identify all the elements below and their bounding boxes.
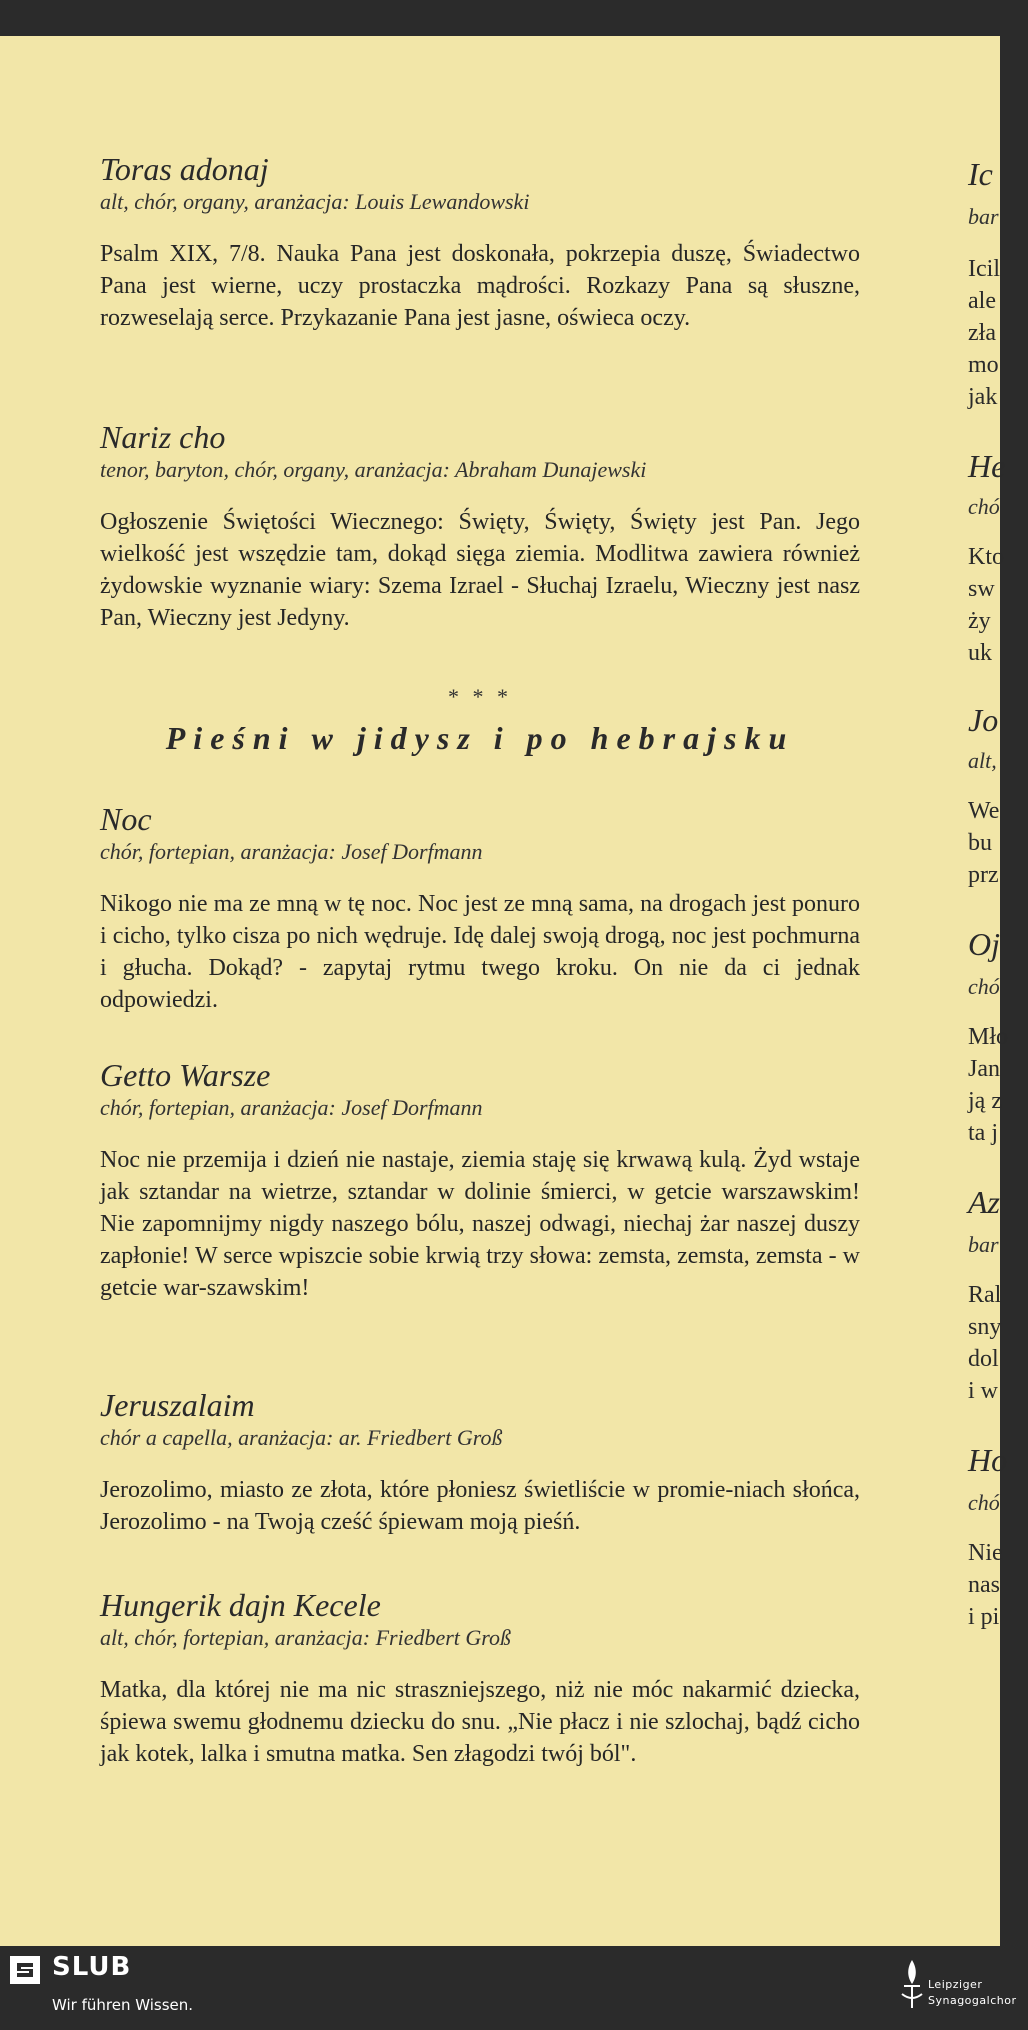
section-hungerik-dajn-kecele bbox=[100, 1586, 860, 1770]
song-title: Getto Warsze bbox=[100, 1057, 271, 1093]
cropped-text: Jan bbox=[968, 1056, 1000, 1082]
cropped-text: nas bbox=[968, 1572, 1000, 1598]
cropped-text: sw bbox=[968, 576, 995, 602]
section-jeruszalaim bbox=[100, 1386, 860, 1538]
cropped-text: mo bbox=[968, 352, 999, 378]
cropped-credits: bar bbox=[968, 1232, 999, 1257]
cropped-text: prz bbox=[968, 862, 999, 888]
song-title: Jeruszalaim bbox=[100, 1387, 255, 1423]
section-nariz-cho bbox=[100, 418, 860, 634]
section-toras-adonaj bbox=[100, 150, 860, 334]
cropped-title: Oj bbox=[968, 926, 1000, 962]
song-title: Noc bbox=[100, 801, 152, 837]
footer-bar bbox=[0, 1946, 1017, 2030]
section-divider: * * * bbox=[448, 684, 512, 709]
cropped-text: jak bbox=[968, 384, 998, 410]
section-heading: Pieśni w jidysz i po hebrajsku bbox=[165, 720, 795, 756]
cropped-credits: chó bbox=[968, 494, 1000, 519]
cropped-text: Kto bbox=[968, 544, 1004, 570]
cropped-title: Ic bbox=[968, 156, 993, 192]
cropped-title: He bbox=[968, 448, 1006, 484]
slub-logo-icon bbox=[10, 1956, 40, 1984]
cropped-text: Icil bbox=[968, 256, 1000, 282]
cropped-title: Jo bbox=[968, 702, 999, 738]
cropped-title: Az bbox=[968, 1184, 1000, 1220]
section-noc bbox=[100, 800, 860, 1016]
cropped-text: i pi bbox=[968, 1604, 1000, 1630]
cropped-credits: chó bbox=[968, 974, 1000, 999]
cropped-text: ta j bbox=[968, 1120, 998, 1146]
song-credits: alt, chór, fortepian, aranżacja: Friedbert Groß bbox=[100, 1625, 512, 1650]
cropped-text: Ral bbox=[968, 1282, 1002, 1308]
song-credits: tenor, baryton, chór, organy, aranżacja: Abraham Dunajewski bbox=[100, 457, 647, 482]
song-description: Nikogo nie ma ze mną w tę noc. Noc jest ze mną sama, na drogach jest ponuro i cicho, tylko cisza po nich wędruje. Idę dalej swoją drogą, noc jest pochmurna i głucha. Dokąd? - zapytaj rytmu twego kroku. On nie da ci jednak odpowiedzi. bbox=[100, 891, 860, 1013]
song-credits: chór, fortepian, aranżacja: Josef Dorfmann bbox=[100, 839, 483, 864]
choir-name-line2: Synagogalchor bbox=[928, 1994, 1017, 2007]
cropped-title: Ho bbox=[968, 1442, 1008, 1478]
slub-wordmark: SLUB bbox=[52, 1952, 132, 1982]
right-column-cropped bbox=[968, 36, 1028, 1946]
choir-name-line1: Leipziger bbox=[928, 1978, 983, 1991]
cropped-text: ży bbox=[968, 608, 991, 634]
cropped-text: bu bbox=[968, 830, 992, 856]
cropped-text: sny bbox=[968, 1314, 1002, 1340]
cropped-text: Mło bbox=[968, 1024, 1009, 1050]
song-description: Matka, dla której nie ma nic straszniejszego, niż nie móc nakarmić dziecka, śpiewa swemu głodnemu dziecku do snu. „Nie płacz i nie szlochaj, bądź cicho jak kotek, lalka i smutna matka. Sen złagodzi twój ból". bbox=[100, 1677, 860, 1767]
cropped-text: ją z bbox=[968, 1088, 1002, 1114]
cropped-credits: alt, bbox=[968, 748, 997, 773]
cropped-text: zła bbox=[968, 320, 996, 346]
song-title: Toras adonaj bbox=[100, 151, 269, 187]
choir-flame-logo-icon bbox=[898, 1956, 926, 2012]
cropped-text: dol bbox=[968, 1346, 999, 1372]
cropped-text: We bbox=[968, 798, 1000, 824]
cropped-text: i w bbox=[968, 1378, 998, 1404]
slub-tagline: Wir führen Wissen. bbox=[52, 1996, 194, 2014]
section-getto-warsze bbox=[100, 1056, 860, 1304]
cropped-text: ale bbox=[968, 288, 996, 314]
cropped-text: uk bbox=[968, 640, 992, 666]
song-description: Ogłoszenie Świętości Wiecznego: Święty, Święty, Święty jest Pan. Jego wielkość jest wszędzie tam, dokąd sięga ziemia. Modlitwa zawiera również żydowskie wyznanie wiary: Szema Izrael - Słuchaj Izraelu, Wieczny jest nasz Pan, Wieczny jest Jedyny. bbox=[100, 509, 860, 631]
song-description: Jerozolimo, miasto ze złota, które płoniesz świetliście w promie-niach słońca, Jerozolimo - na Twoją cześć śpiewam moją pieśń. bbox=[100, 1477, 860, 1535]
song-credits: chór a capella, aranżacja: ar. Friedbert Groß bbox=[100, 1425, 503, 1450]
cropped-credits: chó bbox=[968, 1490, 1000, 1515]
song-title: Hungerik dajn Kecele bbox=[100, 1587, 381, 1623]
song-description: Noc nie przemija i dzień nie nastaje, ziemia staję się krwawą kulą. Żyd wstaje jak sztandar na wietrze, sztandar w dolinie śmierci, w getcie warszawskim! Nie zapomnijmy nigdy naszego bólu, naszej odwagi, niechaj żar naszej duszy zapłonie! W serce wpiszcie sobie krwią trzy słowa: zemsta, zemsta, zemsta - w getcie war-szawskim! bbox=[100, 1147, 860, 1301]
song-description: Psalm XIX, 7/8. Nauka Pana jest doskonała, pokrzepia duszę, Świadectwo Pana jest wierne, uczy prostaczka mądrości. Rozkazy Pana są słuszne, rozweselają serce. Przykazanie Pana jest jasne, oświeca oczy. bbox=[100, 241, 860, 331]
song-title: Nariz cho bbox=[100, 419, 226, 455]
cropped-text: Nie bbox=[968, 1540, 1003, 1566]
song-credits: alt, chór, organy, aranżacja: Louis Lewandowski bbox=[100, 189, 530, 214]
song-credits: chór, fortepian, aranżacja: Josef Dorfmann bbox=[100, 1095, 483, 1120]
scanned-page bbox=[0, 36, 1009, 1946]
cropped-credits: bar bbox=[968, 204, 999, 229]
